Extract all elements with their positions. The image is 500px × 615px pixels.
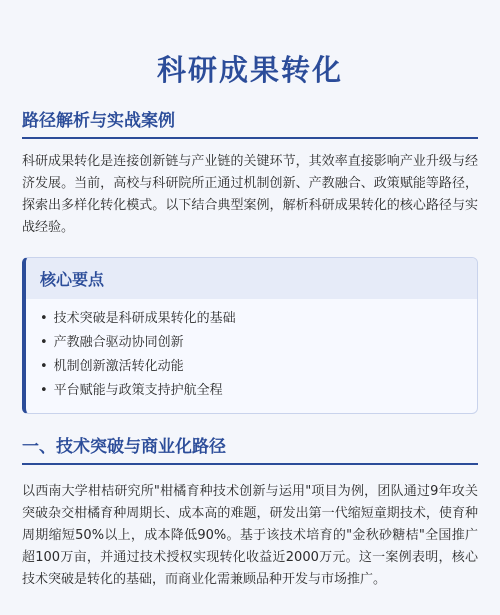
intro-paragraph: 科研成果转化是连接创新链与产业链的关键环节，其效率直接影响产业升级与经济发展。当前，高校与科研院所正通过机制创新、产教融合、政策赋能等路径，探索出多样化转化模式。以下结合典型案例，解析科研成果转化的核心路径与实战经验。 xyxy=(22,154,478,235)
bullet-icon: • xyxy=(40,383,48,398)
key-point-text: 产教融合驱动协同创新 xyxy=(53,335,184,350)
key-point-item xyxy=(40,379,463,403)
key-point-text: 平台赋能与政策支持护航全程 xyxy=(53,383,223,398)
key-point-item xyxy=(40,355,463,379)
key-points-box xyxy=(22,257,478,414)
bullet-icon: • xyxy=(40,335,48,350)
key-point-text: 机制创新激活转化动能 xyxy=(53,359,184,374)
key-points-heading: 核心要点 xyxy=(26,258,477,299)
key-point-item xyxy=(40,331,463,355)
bullet-icon: • xyxy=(40,311,48,326)
section-heading-path-analysis: 路径解析与实战案例 xyxy=(22,106,478,139)
page-title: 科研成果转化 xyxy=(156,53,343,87)
key-points-list xyxy=(26,299,477,413)
key-point-text: 技术突破是科研成果转化的基础 xyxy=(53,311,236,326)
case-paragraph: 以西南大学柑桔研究所"柑橘育种技术创新与运用"项目为例，团队通过9年攻关突破杂交柑橘育种周期长、成本高的难题，研发出第一代缩短童期技术，使育种周期缩短50%以上，成本降低90%。基于该技术培育的"金秋砂糖桔"全国推广超100万亩，并通过技术授权实现转化收益近2000万元。这一案例表明，核心技术突破是转化的基础，而商业化需兼顾品种开发与市场推广。 xyxy=(22,484,478,587)
key-point-item xyxy=(40,307,463,331)
bullet-icon: • xyxy=(40,359,48,374)
section-heading-tech-breakthrough: 一、技术突破与商业化路径 xyxy=(22,432,478,465)
